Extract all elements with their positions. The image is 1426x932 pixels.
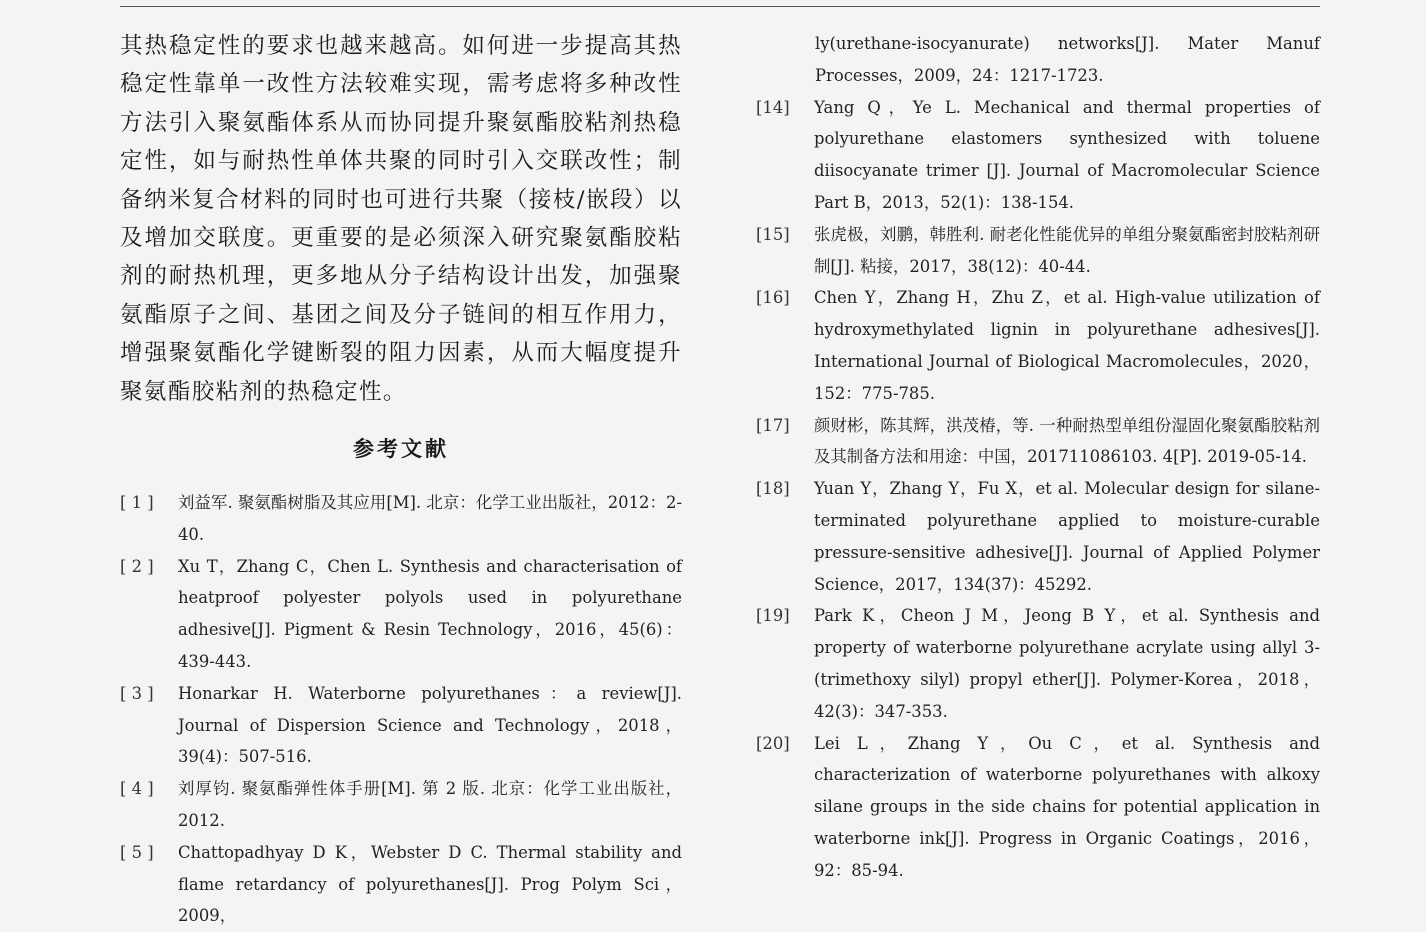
reference-continuation xyxy=(756,28,1320,92)
reference-number: [14] xyxy=(756,97,790,117)
reference-text: Yuan Y，Zhang Y，Fu X，et al. Molecular design for silane-terminated polyurethane applied to moisture-curable pressure-sensitive adhesive[J]. Journal of Applied Polymer Science，2017，134(37)：45292. xyxy=(814,479,1320,594)
reference-number: [17] xyxy=(756,415,790,435)
reference-item xyxy=(120,551,682,678)
reference-text: 刘厚钧. 聚氨酯弹性体手册[M]. 第 2 版. 北京：化学工业出版社，2012. xyxy=(178,779,682,830)
reference-list-right xyxy=(756,28,1320,887)
reference-number: [ 5 ] xyxy=(120,842,154,862)
reference-item xyxy=(756,282,1320,409)
reference-item xyxy=(756,728,1320,887)
reference-text: 颜财彬，陈其辉，洪茂椿，等. 一种耐热型单组份湿固化聚氨酯胶粘剂及其制备方法和用途：中国，201711086103. 4[P]. 2019-05-14. xyxy=(814,415,1320,467)
reference-item xyxy=(756,473,1320,600)
reference-item xyxy=(756,410,1320,474)
reference-number: [ 4 ] xyxy=(120,779,154,799)
reference-number: [ 3 ] xyxy=(120,683,154,703)
references-heading: 参考文献 xyxy=(353,436,449,461)
reference-text: Chattopadhyay D K，Webster D C. Thermal stability and flame retardancy of polyurethanes[J]. Prog Polym Sci，2009， xyxy=(178,842,682,926)
reference-number: [19] xyxy=(756,606,790,626)
reference-text: Lei L，Zhang Y，Ou C，et al. Synthesis and characterization of waterborne polyurethanes with alkoxy silane groups in the side chains for potential application in waterborne ink[J]. Progress in Organic Coatings，2016，92：85-94. xyxy=(814,733,1320,880)
reference-text: Yang Q，Ye L. Mechanical and thermal properties of polyurethane elastomers synthesized with toluene diisocyanate trimer [J]. Journal of Macromolecular Science Part B，2013，52(1)：138-154. xyxy=(814,97,1320,212)
reference-number: [15] xyxy=(756,224,790,244)
reference-list-left xyxy=(120,487,682,932)
reference-text: Chen Y，Zhang H，Zhu Z，et al. High-value utilization of hydroxymethylated lignin in polyurethane adhesives[J]. International Journal of Biological Macromolecules，2020，152：775-785. xyxy=(814,288,1320,403)
reference-number: [16] xyxy=(756,288,790,308)
reference-text: 张虎极，刘鹏，韩胜利. 耐老化性能优异的单组分聚氨酯密封胶粘剂研制[J]. 粘接，2017，38(12)：40-44. xyxy=(814,224,1320,276)
reference-item xyxy=(120,678,682,773)
reference-text: 刘益军. 聚氨酯树脂及其应用[M]. 北京：化学工业出版社，2012：2-40. xyxy=(178,493,682,544)
reference-text: Park K，Cheon J M，Jeong B Y，et al. Synthesis and property of waterborne polyurethane acrylate using allyl 3-(trimethoxy silyl) propyl ether[J]. Polymer-Korea，2018，42(3)：347-353. xyxy=(814,606,1320,721)
reference-text: ly(urethane-isocyanurate) networks[J]. Mater Manuf Processes，2009，24：1217-1723. xyxy=(815,34,1320,85)
reference-item xyxy=(756,219,1320,283)
reference-item xyxy=(756,600,1320,727)
reference-item xyxy=(120,773,682,837)
reference-item xyxy=(120,487,682,551)
top-rule xyxy=(120,6,1320,7)
reference-number: [ 2 ] xyxy=(120,556,154,576)
reference-item xyxy=(756,92,1320,219)
reference-number: [ 1 ] xyxy=(120,493,154,512)
reference-number: [20] xyxy=(756,733,790,753)
reference-text: Honarkar H. Waterborne polyurethanes：a review[J]. Journal of Dispersion Science and Technology，2018，39(4)：507-516. xyxy=(178,683,682,767)
reference-text: Xu T，Zhang C，Chen L. Synthesis and characterisation of heatproof polyester polyols used in polyurethane adhesive[J]. Pigment & Resin Technology，2016，45(6)：439-443. xyxy=(178,556,682,671)
reference-number: [18] xyxy=(756,479,790,499)
reference-item xyxy=(120,837,682,932)
conclusion-paragraph: 其热稳定性的要求也越来越高。如何进一步提高其热稳定性靠单一改性方法较难实现，需考虑将多种改性方法引入聚氨酯体系从而协同提升聚氨酯胶粘剂热稳定性，如与耐热性单体共聚的同时引入交联改性；制备纳米复合材料的同时也可进行共聚（接枝/嵌段）以及增加交联度。更重要的是必须深入研究聚氨酯胶粘剂的耐热机理，更多地从分子结构设计出发，加强聚氨酯原子之间、基团之间及分子链间的相互作用力，增强聚氨酯化学键断裂的阻力因素，从而大幅度提升聚氨酯胶粘剂的热稳定性。 xyxy=(120,33,682,405)
